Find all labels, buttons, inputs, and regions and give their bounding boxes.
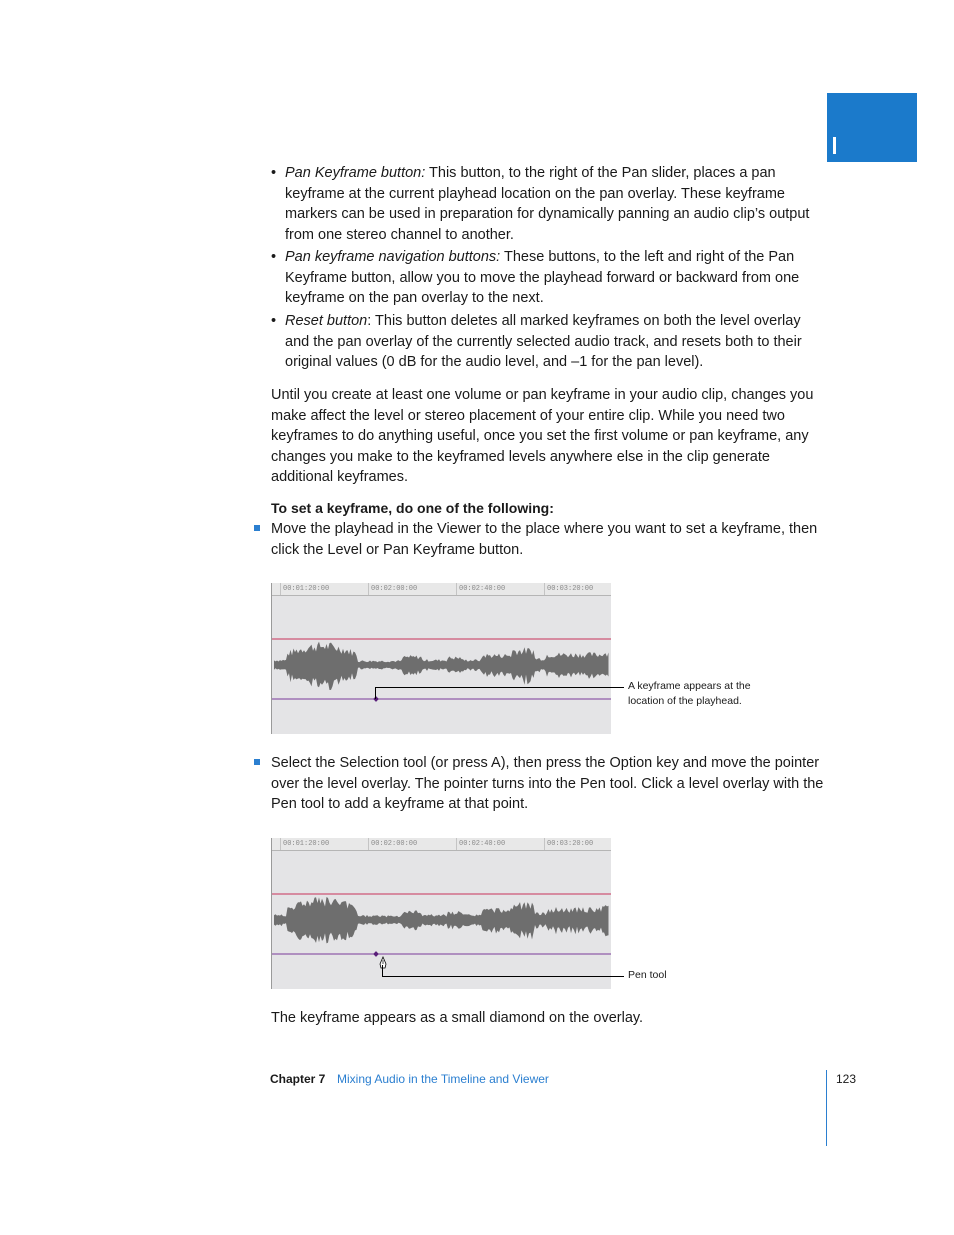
waveform-area <box>272 838 611 989</box>
step-2: Select the Selection tool (or press A), then press the Option key and move the pointer over the level overlay. The pointer turns into the Pen tool. Click a level overlay with the Pen tool to add a keyframe at that point. <box>271 755 824 812</box>
bullet-term: Pan Keyframe button: <box>285 165 426 181</box>
callout-keyframe-label <box>628 679 751 709</box>
bullet-dot: • <box>271 165 277 181</box>
footer-chapter: Chapter 7 <box>270 1072 326 1086</box>
task-heading: To set a keyframe, do one of the following: <box>271 500 554 516</box>
bullet-item <box>271 247 826 309</box>
bullet-item <box>271 311 826 373</box>
timecode-label: 00:02:40:00 <box>459 840 506 848</box>
bullet-text: These buttons, to the left and right of the Pan Keyframe button, allow you to move the playhead forward or backward from one keyframe on the pan overlay to the next. <box>285 249 800 306</box>
timecode-label: 00:02:00:00 <box>371 585 418 593</box>
intro-paragraph: Until you create at least one volume or pan keyframe in your audio clip, changes you make affect the level or stereo placement of your entire clip. While you need two keyframes to do anything useful, once you set the first volume or pan keyframe, any changes you make to the keyframed levels anywhere else in the clip generate additional keyframes. <box>271 387 814 485</box>
step-bullet-square <box>254 759 260 765</box>
bullet-term: Reset button <box>285 313 368 329</box>
chapter-tab-mark <box>833 137 836 154</box>
bullet-dot: • <box>271 249 277 265</box>
callout-leader-vertical <box>375 687 376 699</box>
callout-line-2: location of the playhead. <box>628 695 742 707</box>
timecode-label: 00:01:20:00 <box>283 585 330 593</box>
bullet-item <box>271 163 826 245</box>
callout-pen-tool-label: Pen tool <box>628 969 667 981</box>
closing-sentence: The keyframe appears as a small diamond on the overlay. <box>271 1010 644 1026</box>
chapter-tab <box>827 93 917 162</box>
timecode-label: 00:03:20:00 <box>547 585 594 593</box>
bullet-dot: • <box>271 313 277 329</box>
timeline-figure-keyframe <box>271 583 611 734</box>
callout-leader-line <box>375 687 624 688</box>
keyframe-diamond <box>373 951 379 957</box>
callout-leader-vertical <box>382 965 383 976</box>
footer-chapter-title[interactable]: Mixing Audio in the Timeline and Viewer <box>337 1072 549 1086</box>
callout-leader-line <box>382 976 624 977</box>
timecode-label: 00:02:40:00 <box>459 585 506 593</box>
callout-line-1: A keyframe appears at the <box>628 680 751 692</box>
waveform-area <box>272 583 611 734</box>
audio-waveform <box>274 642 609 690</box>
bullet-term: Pan keyframe navigation buttons: <box>285 249 501 265</box>
timeline-figure-pen-tool <box>271 838 611 989</box>
footer-divider <box>826 1070 827 1146</box>
step-bullet-square <box>254 525 260 531</box>
timecode-label: 00:03:20:00 <box>547 840 594 848</box>
audio-waveform <box>274 897 609 943</box>
timecode-label: 00:02:00:00 <box>371 840 418 848</box>
timecode-label: 00:01:20:00 <box>283 840 330 848</box>
step-1: Move the playhead in the Viewer to the place where you want to set a keyframe, then click the Level or Pan Keyframe button. <box>271 521 818 558</box>
bullet-text: This button, to the right of the Pan slider, places a pan keyframe at the current playhead location on the pan overlay. These keyframe markers can be used in preparation for dynamically panning an audio clip’s output from one stereo channel to another. <box>285 165 810 243</box>
pen-tool-icon <box>380 957 386 968</box>
page-number: 123 <box>836 1072 857 1086</box>
bullet-text: : This button deletes all marked keyframes on both the level overlay and the pan overlay of the currently selected audio track, and resets both to their original values (0 dB for the audio level, and –1 for the pan level). <box>285 313 802 370</box>
